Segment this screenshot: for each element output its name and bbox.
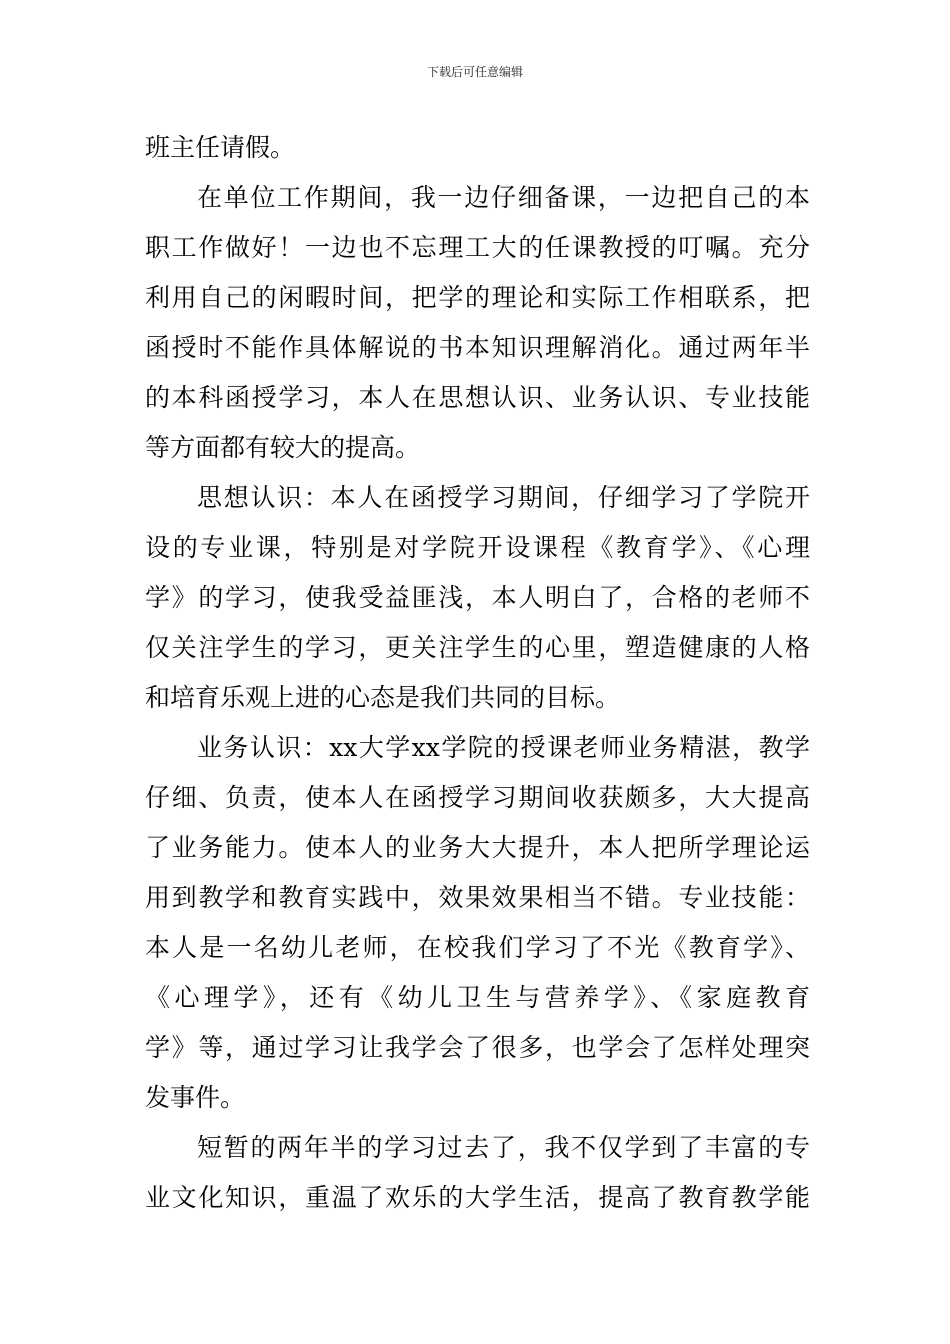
text-line: 业务认识：xx大学xx学院的授课老师业务精湛，教学 <box>197 733 810 762</box>
text-line: 设的专业课，特别是对学院开设课程《教育学》、《心理 <box>145 533 810 562</box>
text-line: 学》的学习，使我受益匪浅，本人明白了，合格的老师不 <box>145 583 810 612</box>
text-line: 业文化知识，重温了欢乐的大学生活，提高了教育教学能 <box>145 1183 810 1212</box>
text-line: 等方面都有较大的提高。 <box>145 433 421 462</box>
text-line: 本人是一名幼儿老师，在校我们学习了不光《教育学》、 <box>145 933 810 962</box>
text-line: 仅关注学生的学习，更关注学生的心里，塑造健康的人格 <box>145 633 810 662</box>
text-line: 发事件。 <box>145 1083 246 1112</box>
document-body <box>145 123 810 1223</box>
text-line: 了业务能力。使本人的业务大大提升，本人把所学理论运 <box>145 833 810 862</box>
text-line: 利用自己的闲暇时间，把学的理论和实际工作相联系，把 <box>145 283 810 312</box>
text-line: 思想认识：本人在函授学习期间，仔细学习了学院开 <box>197 483 810 512</box>
text-line: 班主任请假。 <box>145 133 296 162</box>
text-line: 在单位工作期间，我一边仔细备课，一边把自己的本 <box>197 183 810 212</box>
text-line: 职工作做好！一边也不忘理工大的任课教授的叮嘱。充分 <box>145 233 810 262</box>
page-header: 下载后可任意编辑 <box>426 65 523 79</box>
text-line: 《心理学》，还有《幼儿卫生与营养学》、《家庭教育 <box>145 983 810 1012</box>
text-line: 的本科函授学习，本人在思想认识、业务认识、专业技能 <box>145 383 810 412</box>
text-line: 函授时不能作具体解说的书本知识理解消化。通过两年半 <box>145 333 810 362</box>
text-line: 和培育乐观上进的心态是我们共同的目标。 <box>145 683 621 712</box>
text-line: 学》等，通过学习让我学会了很多，也学会了怎样处理突 <box>145 1033 810 1062</box>
text-line: 仔细、负责，使本人在函授学习期间收获颇多，大大提高 <box>145 783 810 812</box>
text-line: 用到教学和教育实践中，效果效果相当不错。专业技能： <box>145 883 810 912</box>
text-line: 短暂的两年半的学习过去了，我不仅学到了丰富的专 <box>197 1133 810 1162</box>
